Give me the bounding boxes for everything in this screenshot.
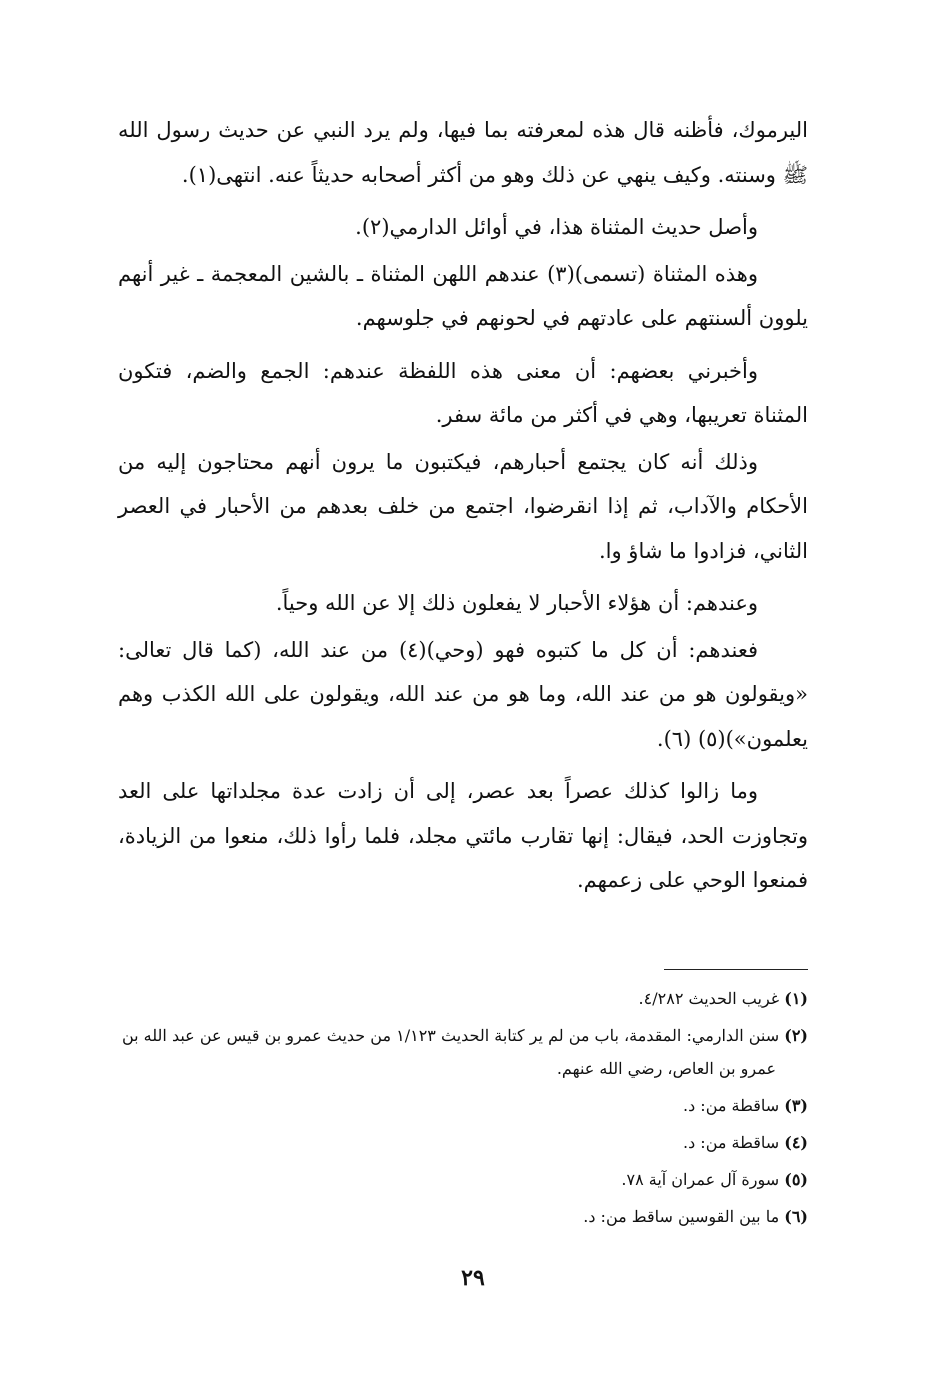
paragraph-continued: اليرموك، فأظنه قال هذه لمعرفته بما فيها، ولم يرد النبي عن حديث رسول الله ﷺ وسنته. وكيف ينهي عن ذلك وهو من أكثر أصحابه حديثاً عنه. انتهى(١).: [118, 118, 808, 187]
footnote-text: ساقطة من: د.: [683, 1133, 780, 1152]
main-text: [118, 108, 808, 911]
footnote-number: (٦): [784, 1207, 808, 1226]
paragraph: وأخبرني بعضهم: أن معنى هذه اللفظة عندهم: الجمع والضم، فتكون المثناة تعريبها، وهي في أكثر من مائة سفر.: [118, 358, 808, 427]
footnote: [118, 1089, 808, 1122]
footnote: [118, 982, 808, 1015]
footnote-number: (٤): [784, 1133, 808, 1152]
footnote: [118, 1163, 808, 1196]
footnote-text: سورة آل عمران آية ٧٨.: [621, 1170, 780, 1189]
footnote-separator: [664, 969, 808, 970]
footnote-number: (٢): [784, 1026, 808, 1045]
paragraph: وهذه المثناة (تسمى)(٣) عندهم اللهن المثناة ـ بالشين المعجمة ـ غير أنهم يلوون ألسنتهم على عادتهم في لحونهم في جلوسهم.: [118, 261, 808, 330]
footnote-number: (٣): [784, 1096, 808, 1115]
footnote: [118, 1019, 808, 1085]
paragraph: وذلك أنه كان يجتمع أحبارهم، فيكتبون ما يرون أنهم محتاجون إليه من الأحكام والآداب، ثم إذا انقرضوا، اجتمع من خلف بعدهم من الأحبار في العصر الثاني، فزادوا ما شاؤ وا.: [118, 449, 808, 563]
footnotes: [118, 982, 808, 1237]
paragraph: فعندهم: أن كل ما كتبوه فهو (وحي)(٤) من عند الله، (كما قال تعالى: «ويقولون هو من عند الله، وما هو من عند الله، ويقولون على الله الكذب وهم يعلمون»)(٥) (٦).: [118, 637, 808, 751]
footnote-number: (١): [784, 989, 808, 1008]
paragraph: وأصل حديث المثناة هذا، في أوائل الدارمي(٢).: [355, 215, 758, 239]
footnote-text: غريب الحديث ٤/٢٨٢.: [638, 989, 780, 1008]
footnote-number: (٥): [784, 1170, 808, 1189]
paragraph: وما زالوا كذلك عصراً بعد عصر، إلى أن زادت عدة مجلداتها على العد وتجاوزت الحد، فيقال: إنها تقارب مائتي مجلد، فلما رأوا ذلك، منعوا من الزيادة، فمنعوا الوحي على زعمهم.: [118, 779, 808, 892]
footnote: [118, 1200, 808, 1233]
footnote-text: ساقطة من: د.: [683, 1096, 780, 1115]
footnote-text: ما بين القوسين ساقط من: د.: [583, 1207, 780, 1226]
footnote: [118, 1126, 808, 1159]
page-number: ٢٩: [461, 1265, 485, 1291]
footnote-text: سنن الدارمي: المقدمة، باب من لم ير كتابة الحديث ١/١٢٣ من حديث عمرو بن قيس عن عبد الله بن عمرو بن العاص، رضي الله عنهم.: [121, 1026, 780, 1078]
paragraph: وعندهم: أن هؤلاء الأحبار لا يفعلون ذلك إلا عن الله وحياً.: [275, 591, 758, 615]
